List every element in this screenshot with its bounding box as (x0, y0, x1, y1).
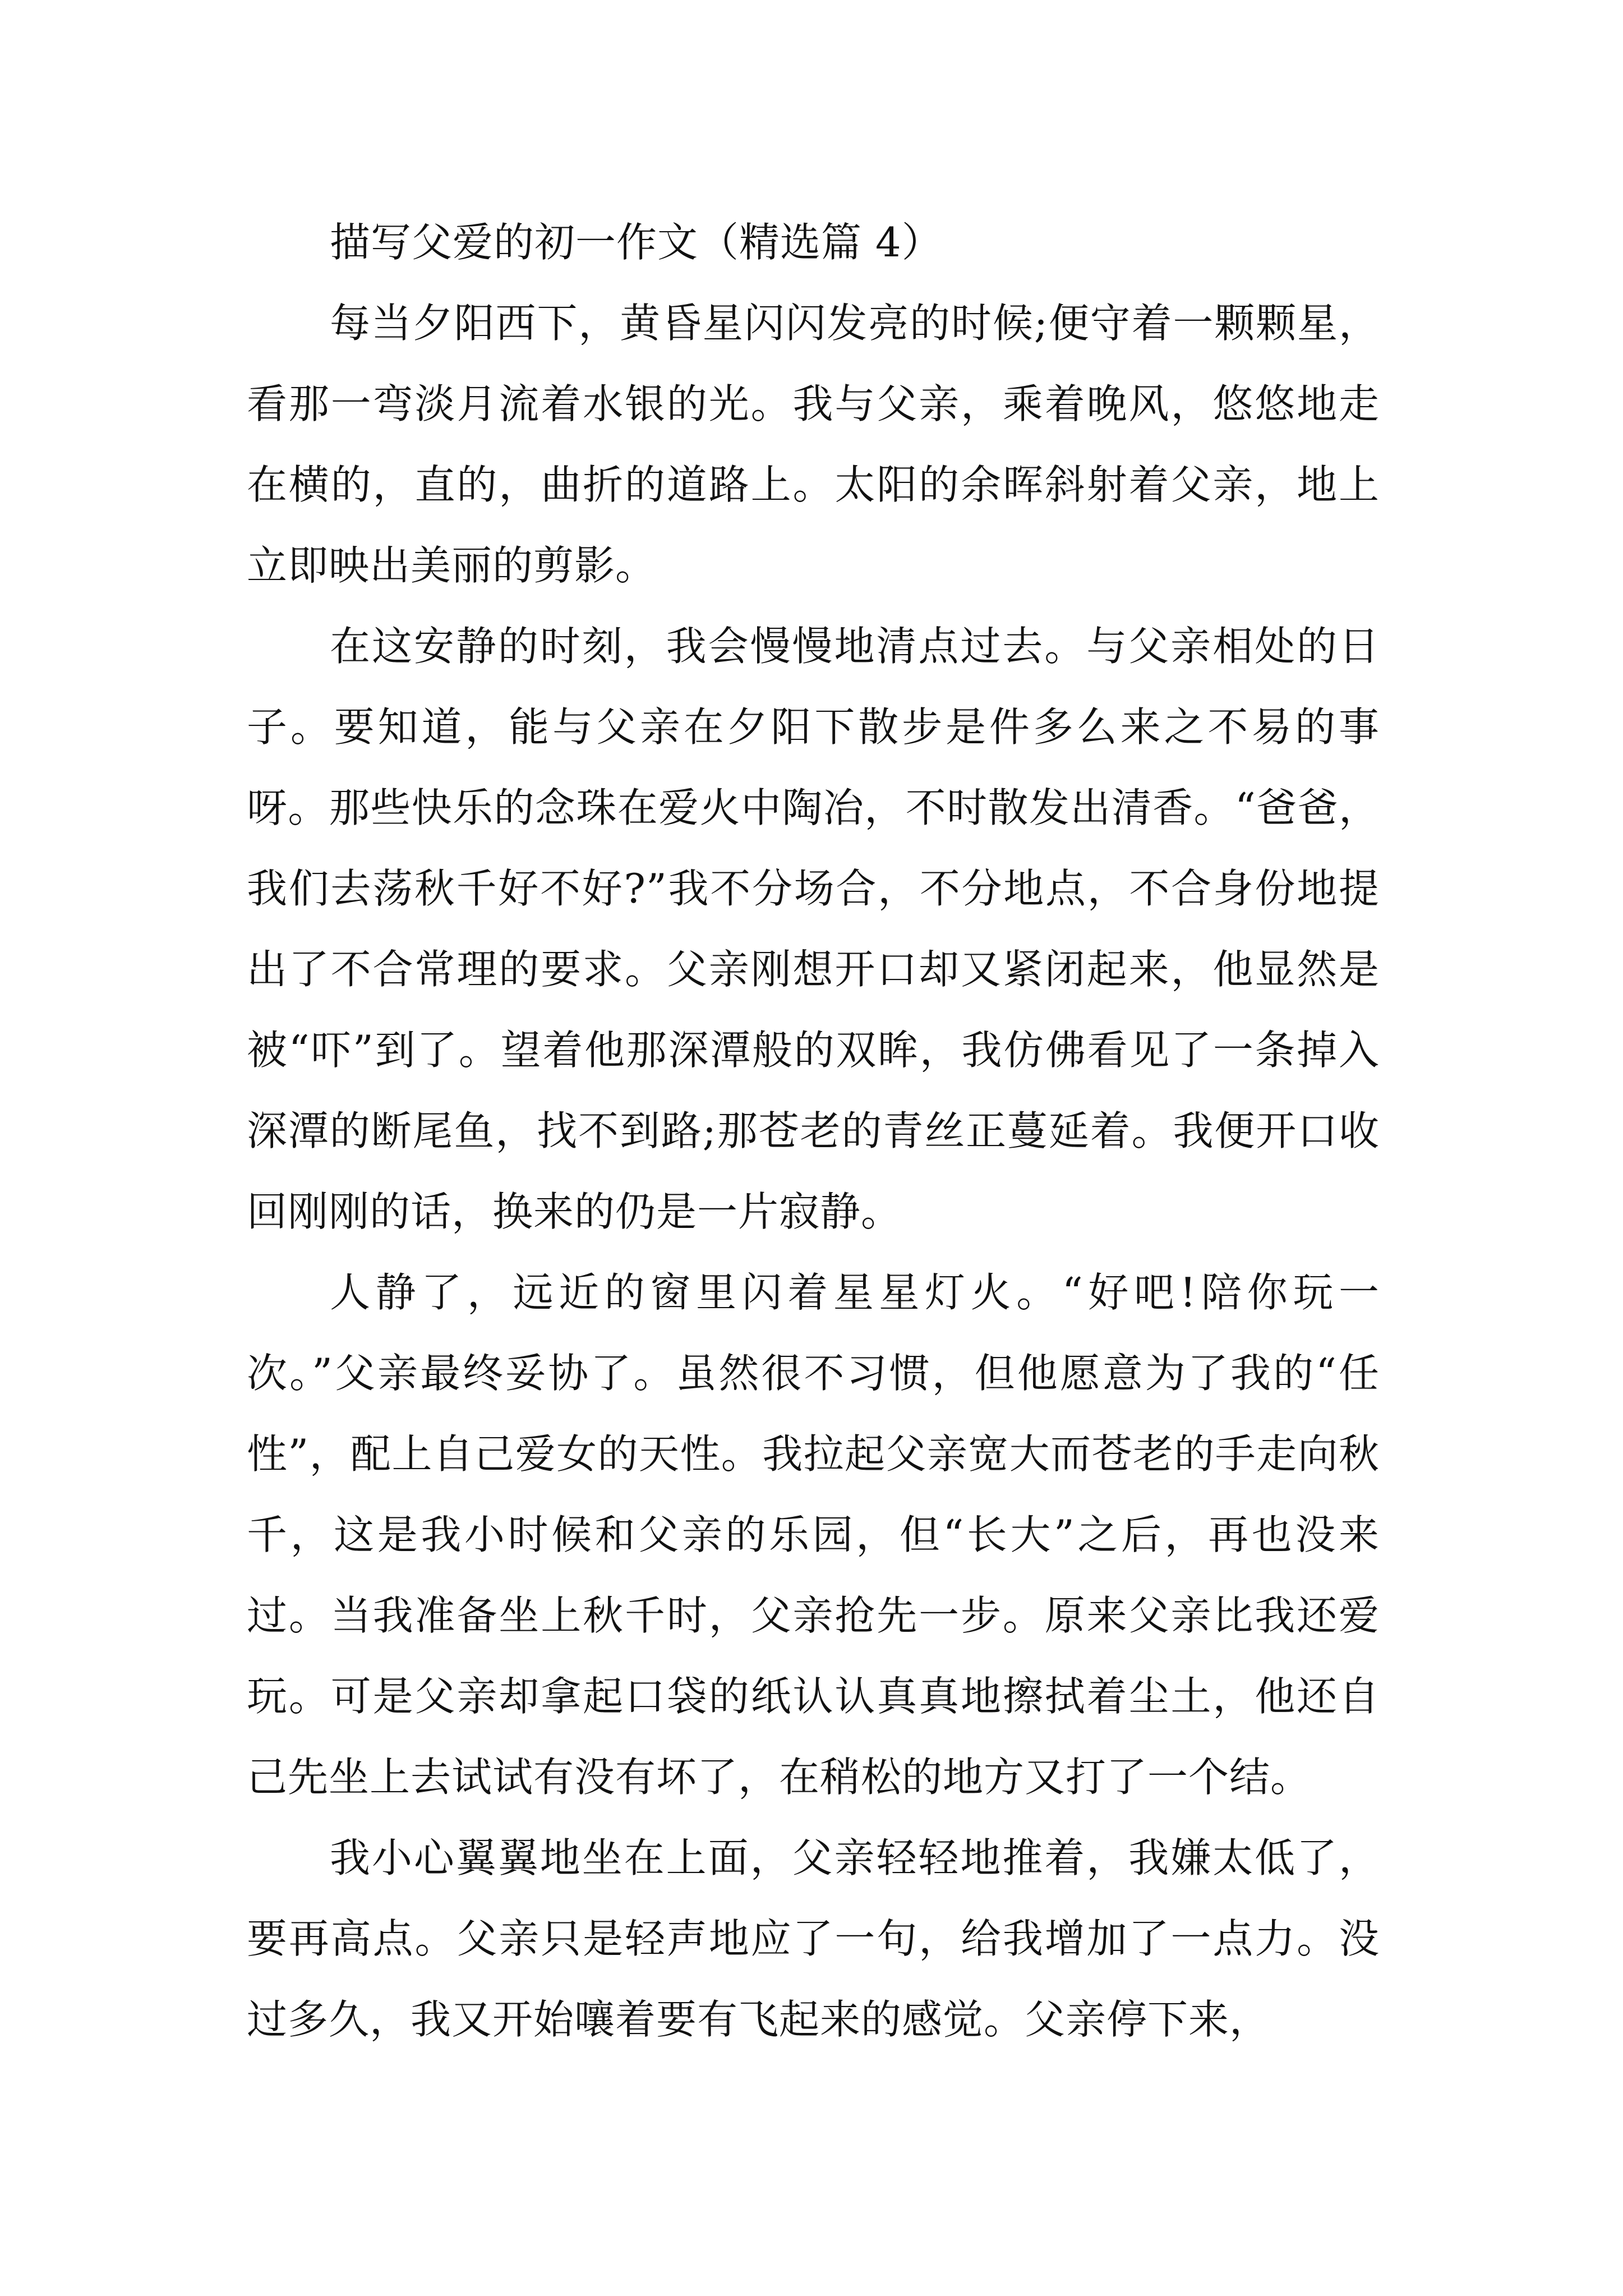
document-body (247, 202, 1380, 2060)
paragraph-1: 每当夕阳西下，黄昏星闪闪发亮的时候;便守着一颗颗星，看那一弯淡月流着水银的光。我与父亲，乘着晚风，悠悠地走在横的，直的，曲折的道路上。太阳的余晖斜射着父亲，地上立即映出美丽的剪影。 (247, 300, 1380, 589)
paragraph-4: 我小心翼翼地坐在上面，父亲轻轻地推着，我嫌太低了，要再高点。父亲只是轻声地应了一句，给我增加了一点力。没过多久，我又开始嚷着要有飞起来的感觉。父亲停下来， (247, 1834, 1380, 2043)
paragraph-2: 在这安静的时刻，我会慢慢地清点过去。与父亲相处的日子。要知道，能与父亲在夕阳下散步是件多么来之不易的事呀。那些快乐的念珠在爱火中陶冶，不时散发出清香。“爸爸，我们去荡秋千好不好?”我不分场合，不分地点，不合身份地提出了不合常理的要求。父亲刚想开口却又紧闭起来，他显然是被“吓”到了。望着他那深潭般的双眸，我仿佛看见了一条掉入深潭的断尾鱼，找不到路;那苍老的青丝正蔓延着。我便开口收回刚刚的话，换来的仍是一片寂静。 (247, 623, 1380, 1235)
document-title: 描写父爱的初一作文（精选篇 4） (330, 219, 943, 266)
paragraph-3: 人静了，远近的窗里闪着星星灯火。“好吧!陪你玩一次。”父亲最终妥协了。虽然很不习惯，但他愿意为了我的“任性”，配上自己爱女的天性。我拉起父亲宽大而苍老的手走向秋千，这是我小时候和父亲的乐园，但“长大”之后，再也没来过。当我准备坐上秋千时，父亲抢先一步。原来父亲比我还爱玩。可是父亲却拿起口袋的纸认认真真地擦拭着尘土，他还自己先坐上去试试有没有坏了，在稍松的地方又打了一个结。 (247, 1269, 1380, 1801)
